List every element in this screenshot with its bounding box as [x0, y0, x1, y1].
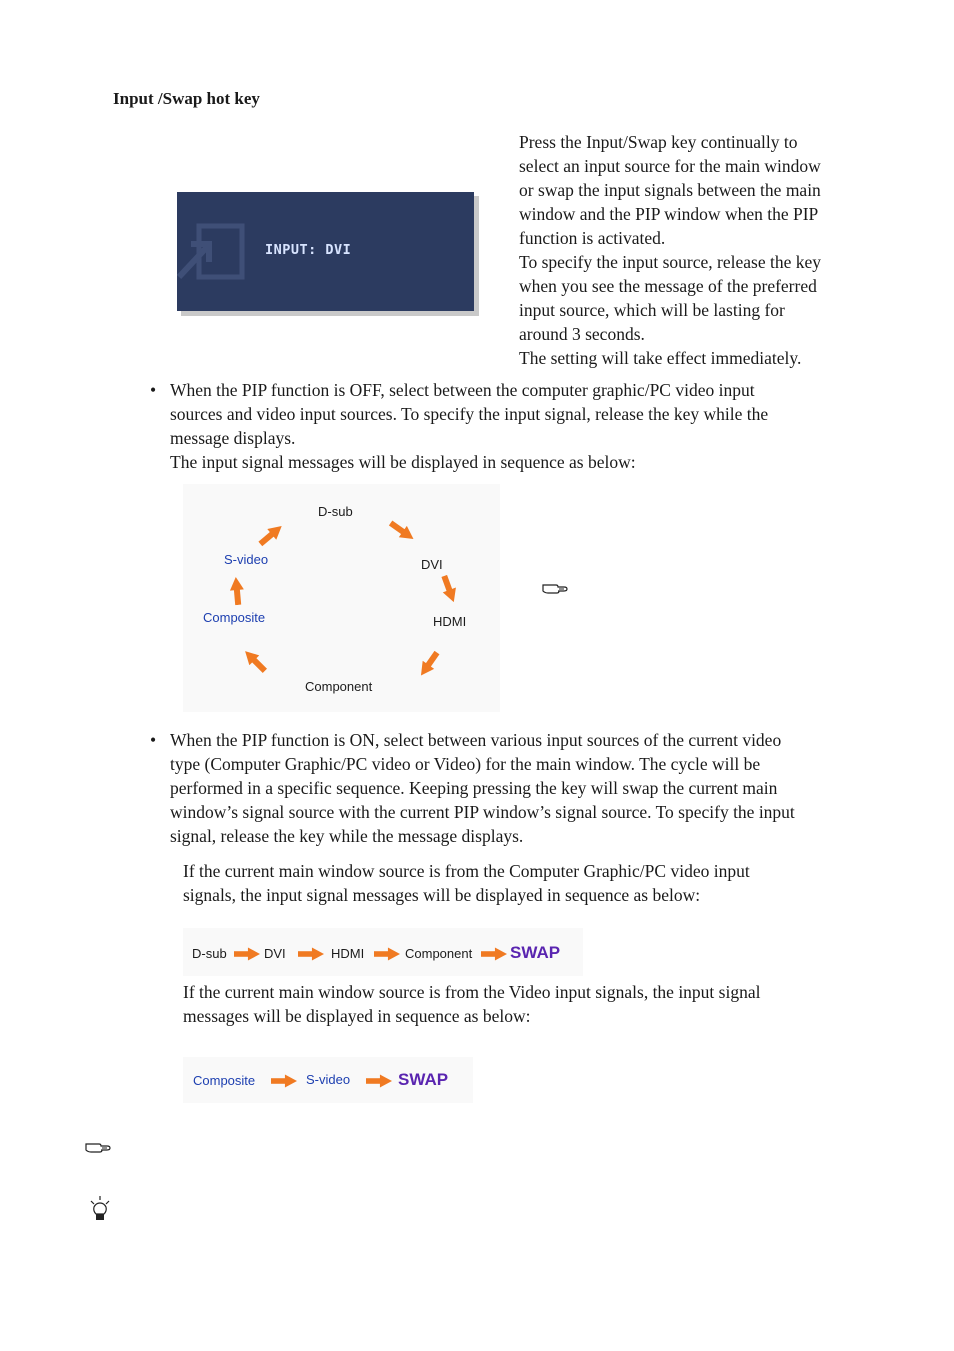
- orange-arrow-icon: [374, 947, 400, 961]
- cycle-label-composite: Composite: [203, 610, 266, 625]
- intro-line: function is activated.: [519, 228, 666, 248]
- tip-lightbulb-icon: [88, 1195, 114, 1223]
- cycle-label-component: Component: [305, 679, 373, 694]
- input-arrow-icon: [177, 222, 247, 282]
- intro-line: or swap the input signals between the main: [519, 180, 821, 200]
- orange-arrow-icon: [481, 947, 507, 961]
- seq-item-swap: SWAP: [510, 943, 561, 962]
- bullet-line: The input signal messages will be displayed in sequence as below:: [170, 452, 636, 472]
- video-source-paragraph: [183, 980, 863, 1028]
- seq-item-component: Component: [405, 946, 473, 961]
- orange-arrow-icon: [229, 576, 245, 605]
- orange-arrow-icon: [240, 646, 270, 676]
- intro-line: input source, which will be lasting for: [519, 300, 785, 320]
- bullet-dot: •: [150, 730, 157, 750]
- osd-label: INPUT: DVI: [265, 242, 352, 258]
- orange-arrow-icon: [234, 947, 260, 961]
- osd-input-message: [177, 192, 474, 311]
- intro-line: The setting will take effect immediately.: [519, 348, 802, 368]
- intro-paragraph: [519, 130, 864, 370]
- note-hand-icon: [542, 580, 568, 596]
- orange-arrow-icon: [298, 947, 324, 961]
- pc-source-paragraph: [183, 859, 863, 907]
- seq-item-composite: Composite: [193, 1073, 256, 1088]
- orange-arrow-icon: [271, 1074, 297, 1088]
- note-hand-icon: [85, 1139, 111, 1155]
- intro-line: select an input source for the main window: [519, 156, 821, 176]
- video-intro-line: If the current main window source is from the Video input signals, the input signal: [183, 982, 761, 1002]
- bullet-line: performed in a specific sequence. Keeping pressing the key will swap the current main: [170, 778, 778, 798]
- video-intro-line: messages will be displayed in sequence as below:: [183, 1006, 531, 1026]
- cycle-label-dsub: D-sub: [318, 504, 353, 519]
- intro-line: Press the Input/Swap key continually to: [519, 132, 798, 152]
- orange-arrow-icon: [438, 573, 461, 604]
- orange-arrow-icon: [256, 521, 286, 550]
- bullet-dot: •: [150, 380, 157, 400]
- bullet-line: sources and video input sources. To specify the input signal, release the key while the: [170, 404, 769, 424]
- intro-line: window and the PIP window when the PIP: [519, 204, 819, 224]
- input-cycle-diagram: [183, 484, 500, 712]
- cycle-label-svideo: S-video: [224, 552, 269, 567]
- bullet-line: type (Computer Graphic/PC video or Video) for the main window. The cycle will be: [170, 754, 761, 774]
- section-heading: Input /Swap hot key: [113, 89, 260, 108]
- bullet-line: When the PIP function is ON, select between various input sources of the current video: [170, 730, 782, 750]
- orange-arrow-icon: [387, 517, 418, 545]
- video-sequence-diagram: [183, 1057, 473, 1103]
- pc-intro-line: signals, the input signal messages will be displayed in sequence as below:: [183, 885, 701, 905]
- intro-line: around 3 seconds.: [519, 324, 645, 344]
- cycle-label-hdmi: HDMI: [433, 614, 467, 629]
- bullet-line: window’s signal source with the current PIP window’s signal source. To specify the input: [170, 802, 795, 822]
- seq-item-dsub: D-sub: [192, 946, 227, 961]
- seq-item-hdmi: HDMI: [331, 946, 365, 961]
- bullet-pip-on: [150, 728, 870, 848]
- seq-item-dvi: DVI: [264, 946, 286, 961]
- intro-line: when you see the message of the preferred: [519, 276, 817, 296]
- bullet-pip-off: [150, 378, 870, 474]
- orange-arrow-icon: [415, 649, 443, 680]
- pc-sequence-diagram: [183, 928, 583, 976]
- intro-line: To specify the input source, release the key: [519, 252, 821, 272]
- bullet-line: When the PIP function is OFF, select between the computer graphic/PC video input: [170, 380, 755, 400]
- orange-arrow-icon: [366, 1074, 392, 1088]
- pc-intro-line: If the current main window source is from the Computer Graphic/PC video input: [183, 861, 750, 881]
- cycle-label-dvi: DVI: [421, 557, 443, 572]
- seq-item-swap: SWAP: [398, 1070, 449, 1089]
- seq-item-svideo: S-video: [306, 1072, 351, 1087]
- bullet-line: message displays.: [170, 428, 296, 448]
- bullet-line: signal, release the key while the message displays.: [170, 826, 524, 846]
